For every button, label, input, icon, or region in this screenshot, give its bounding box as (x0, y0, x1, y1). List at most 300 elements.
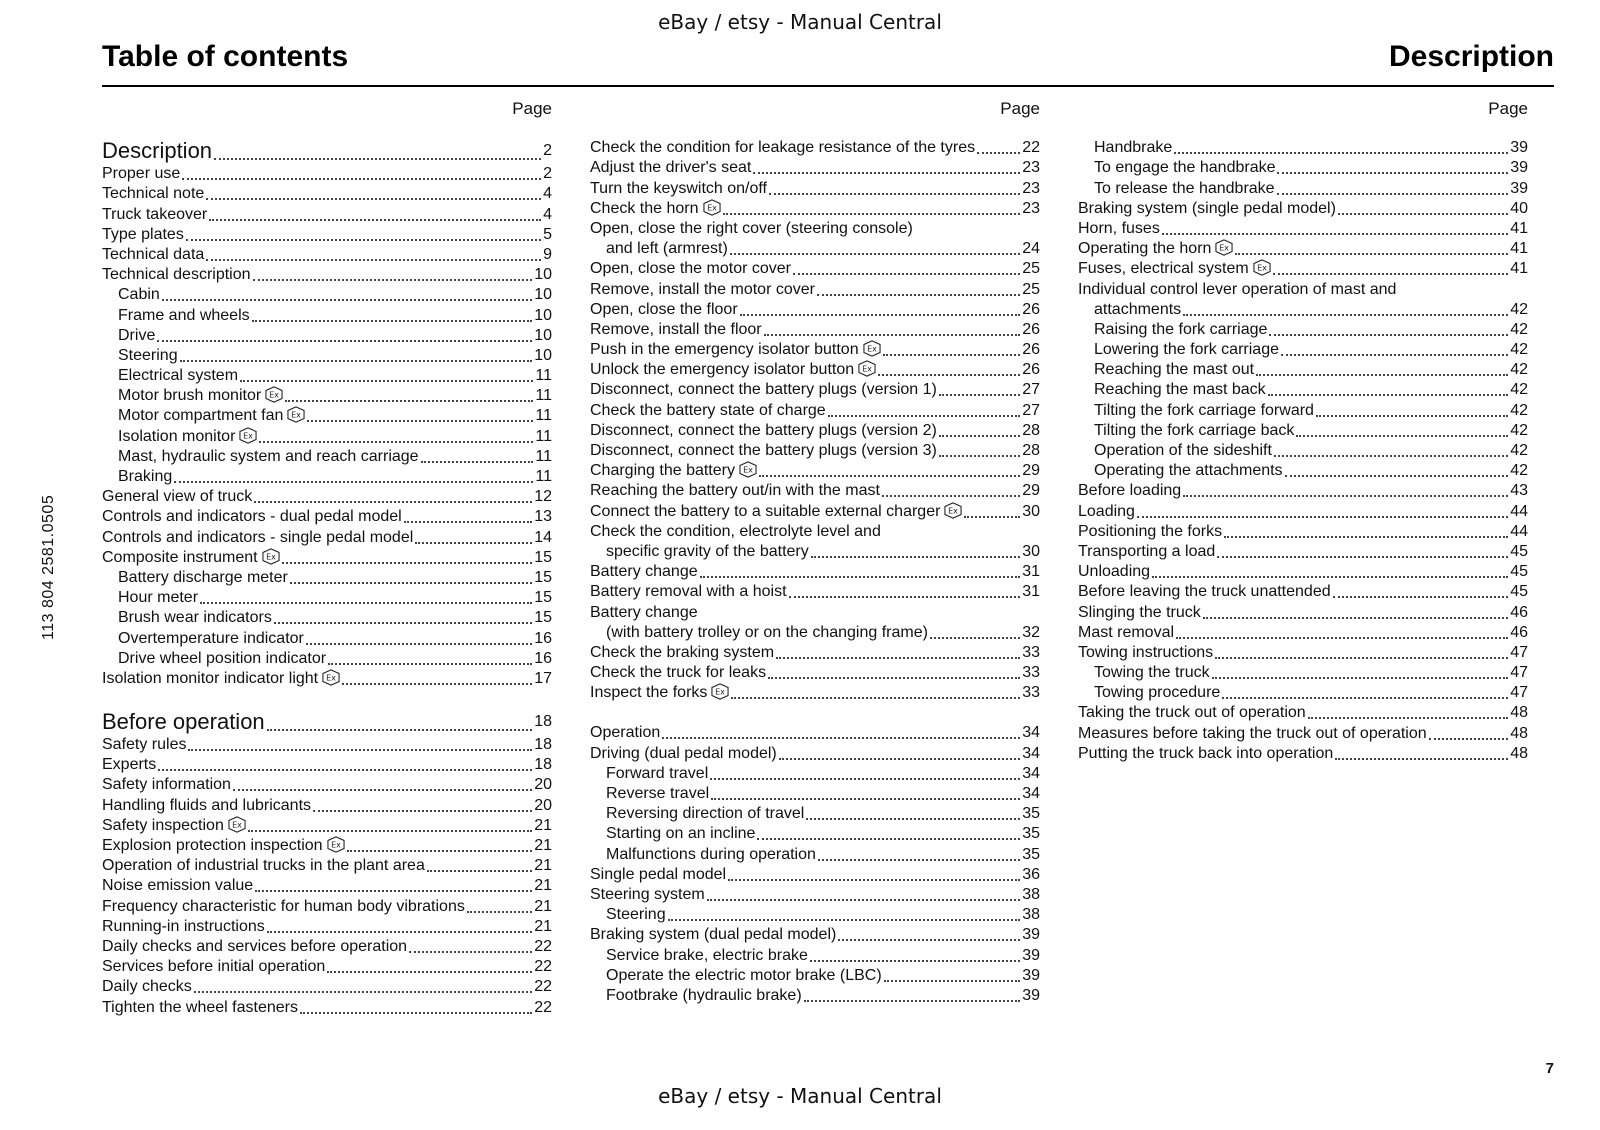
toc-entry-text: Before loading (1078, 482, 1182, 500)
toc-page-number: 10 (534, 266, 552, 284)
toc-entry-title (1078, 663, 1210, 683)
dot-leader (1338, 213, 1508, 215)
toc-entry (590, 764, 1040, 784)
toc-entry-text: Reaching the battery out/in with the mast (590, 482, 880, 500)
toc-entry (590, 481, 1040, 501)
toc-entry-text: (with battery trolley or on the changing frame) (606, 623, 928, 641)
toc-page-number: 29 (1022, 482, 1040, 500)
toc-entry-text: Service brake, electric brake (606, 946, 808, 964)
svg-text:Ex: Ex (326, 673, 337, 683)
toc-page-number: 11 (535, 367, 552, 385)
toc-entry-title (102, 326, 155, 346)
toc-entry-text: Reaching the mast back (1094, 381, 1266, 399)
toc-entry-text: General view of truck (102, 488, 253, 506)
toc-page-number: 30 (1022, 502, 1040, 520)
ex-explosion-protection-icon (863, 340, 881, 357)
dot-leader (939, 394, 1020, 396)
toc-entry-text: Reverse travel (606, 785, 710, 802)
toc-entry (102, 386, 552, 406)
toc-page-number: 42 (1510, 320, 1528, 338)
toc-entry-text: Motor brush monitor (118, 387, 262, 405)
toc-page-number: 42 (1510, 300, 1528, 318)
toc-entry-text: Drive (118, 326, 156, 344)
toc-entry-text: specific gravity of the battery (606, 542, 809, 560)
toc-page-number: 5 (543, 225, 552, 243)
toc-entry-title (1078, 320, 1267, 340)
dot-leader (964, 516, 1020, 518)
toc-list (102, 138, 552, 1018)
svg-text:Ex: Ex (862, 364, 873, 374)
toc-page-number: 25 (1022, 280, 1040, 298)
toc-entry-text: Controls and indicators - dual pedal model (102, 508, 402, 526)
toc-entry-title (1078, 179, 1275, 199)
toc-entry-text: Taking the truck out of operation (1078, 704, 1306, 722)
toc-entry-text: Daily checks (102, 978, 192, 996)
toc-entry-title (590, 320, 762, 340)
dot-leader (828, 415, 1021, 417)
toc-entry (1078, 219, 1528, 239)
dot-leader (1183, 314, 1508, 316)
toc-entry-title (1078, 441, 1272, 461)
dot-leader (882, 495, 1020, 497)
toc-page-number: 39 (1022, 926, 1040, 944)
toc-entry-text: Technical description (102, 266, 251, 284)
dot-leader (1308, 717, 1509, 719)
toc-entry-title (590, 179, 767, 199)
toc-entry-text: Services before initial operation (102, 958, 326, 976)
toc-entry-title (1078, 461, 1283, 481)
toc-page-number: 46 (1510, 623, 1528, 641)
toc-entry (1078, 643, 1528, 663)
dot-leader (347, 850, 533, 852)
toc-entry-title (102, 487, 252, 507)
toc-entry (590, 199, 1040, 219)
toc-page-number: 47 (1510, 664, 1528, 682)
page-column-header: Page (1000, 99, 1040, 118)
toc-entry (1078, 320, 1528, 340)
toc-entry-text: Running-in instructions (102, 917, 265, 935)
toc-page-number: 14 (534, 528, 552, 546)
toc-page-number: 35 (1022, 805, 1040, 823)
toc-entry (102, 876, 552, 896)
toc-entry-text: Open, close the motor cover (590, 260, 791, 278)
toc-page-number: 26 (1022, 320, 1040, 338)
toc-entry-title (590, 461, 757, 481)
toc-entry-text: Description (102, 138, 213, 163)
dot-leader (209, 219, 541, 221)
toc-entry (1078, 360, 1528, 380)
toc-page-number: 46 (1510, 603, 1528, 621)
toc-entry (102, 937, 552, 957)
toc-entry (1078, 582, 1528, 602)
toc-entry-text: Disconnect, connect the battery plugs (version 1) (590, 381, 937, 399)
toc-page-number: 18 (534, 712, 552, 730)
toc-entry-title (590, 380, 937, 400)
svg-text:Ex: Ex (265, 552, 276, 562)
toc-entry (590, 380, 1040, 400)
toc-entry (102, 346, 552, 366)
toc-entry (590, 320, 1040, 340)
toc-entry-title (590, 966, 882, 986)
toc-entry-title (1078, 603, 1201, 623)
toc-entry-title (102, 977, 192, 997)
toc-entry-text: Positioning the forks (1078, 522, 1223, 540)
toc-entry-text: Isolation monitor indicator light (102, 669, 319, 687)
toc-page-number: 39 (1510, 159, 1528, 177)
toc-page-number: 34 (1022, 724, 1040, 742)
toc-entry-text: Drive wheel position indicator (118, 649, 327, 667)
toc-entry-text: Slinging the truck (1078, 603, 1201, 621)
toc-page-number: 10 (534, 286, 552, 304)
toc-entry-title (1078, 703, 1306, 723)
ex-explosion-protection-icon (944, 502, 962, 519)
toc-entry-text: Steering (118, 346, 178, 364)
toc-page-number: 21 (534, 837, 552, 854)
dot-leader (793, 273, 1020, 275)
toc-entry (102, 507, 552, 527)
toc-entry-text: Technical note (102, 185, 205, 203)
toc-entry-text: Check the horn (590, 199, 699, 217)
toc-entry-text: Turn the keyswitch on/off (590, 179, 767, 197)
toc-page-number: 10 (534, 326, 552, 344)
dot-leader (707, 899, 1020, 901)
dot-leader (776, 657, 1020, 659)
toc-entry-title (590, 643, 774, 663)
dot-leader (1152, 576, 1508, 578)
toc-page-number: 47 (1510, 684, 1528, 702)
toc-entry-title (102, 856, 425, 876)
toc-entry (102, 265, 552, 285)
toc-entry-text: Transporting a load (1078, 542, 1216, 560)
toc-entry (102, 366, 552, 386)
toc-entry-text: Safety inspection (102, 816, 224, 834)
dot-leader (206, 198, 541, 200)
toc-entry-title (1078, 562, 1150, 582)
toc-entry-title (1078, 401, 1314, 421)
toc-entry (590, 259, 1040, 279)
toc-page-number: 18 (534, 756, 552, 774)
toc-section-heading (102, 709, 552, 735)
toc-entry-title (102, 427, 257, 447)
dot-leader (313, 810, 532, 812)
ex-explosion-protection-icon (739, 461, 757, 478)
toc-entry-text: To release the handbrake (1094, 179, 1275, 197)
toc-entry-title (102, 816, 246, 836)
dot-leader (174, 481, 533, 483)
toc-entry-text: Tighten the wheel fasteners (102, 998, 298, 1016)
toc-entry-text: Motor compartment fan (118, 407, 284, 425)
watermark-top: eBay / etsy - Manual Central (658, 10, 942, 34)
toc-entry-text: Safety information (102, 776, 231, 794)
toc-entry-text: Remove, install the floor (590, 320, 762, 338)
toc-list (590, 138, 1040, 1006)
dot-leader (1137, 516, 1508, 518)
ex-explosion-protection-icon (239, 427, 257, 444)
toc-entry-text: Driving (dual pedal model) (590, 744, 777, 762)
toc-entry (590, 501, 1040, 521)
toc-page-number: 48 (1510, 744, 1528, 762)
dot-leader (162, 299, 532, 301)
toc-entry-title (102, 205, 207, 225)
toc-page-number: 48 (1510, 704, 1528, 722)
toc-entry-text: Unloading (1078, 563, 1151, 581)
toc-entry-text: Charging the battery (590, 462, 735, 480)
svg-text:Ex: Ex (243, 431, 254, 441)
toc-entry (1078, 340, 1528, 360)
ex-explosion-protection-icon (262, 548, 280, 565)
watermark-bottom: eBay / etsy - Manual Central (658, 1084, 942, 1108)
toc-page-number: 15 (534, 609, 552, 627)
toc-entry-text: Battery discharge meter (118, 568, 288, 586)
toc-entry-title (590, 360, 876, 380)
toc-entry-title (590, 824, 755, 844)
toc-page-number: 25 (1022, 260, 1040, 278)
toc-entry-title (590, 946, 808, 966)
dot-leader (768, 677, 1020, 679)
toc-entry-title (590, 481, 880, 501)
toc-entry-text: Battery change (590, 603, 698, 621)
dot-leader (259, 441, 533, 443)
dot-leader (1224, 536, 1508, 538)
toc-entry-title (102, 245, 204, 265)
toc-page-number: 26 (1022, 341, 1040, 359)
toc-entry-title (1078, 744, 1333, 764)
toc-entry-title (102, 709, 265, 735)
toc-entry-text: Loading (1078, 502, 1135, 520)
toc-entry (590, 986, 1040, 1006)
toc-entry (102, 755, 552, 775)
document-code: 113 804 2581.0505 (40, 494, 57, 640)
toc-entry-text: Disconnect, connect the battery plugs (version 2) (590, 421, 937, 439)
toc-entry-text: Check the condition for leakage resistance of the tyres (590, 139, 976, 157)
svg-text:Ex: Ex (866, 344, 877, 354)
dot-leader (1215, 657, 1508, 659)
toc-page-number: 22 (534, 998, 552, 1016)
toc-page-number: 10 (534, 306, 552, 324)
toc-page-number: 17 (534, 669, 552, 687)
toc-entry-title (1078, 522, 1222, 542)
toc-entry (102, 568, 552, 588)
toc-page-number: 45 (1510, 542, 1528, 560)
toc-page-number: 23 (1022, 159, 1040, 177)
dot-leader (206, 259, 541, 261)
toc-entry (1078, 380, 1528, 400)
toc-entry (590, 360, 1040, 380)
toc-entry-text: Open, close the floor (590, 300, 738, 318)
toc-entry (1078, 623, 1528, 643)
toc-entry (590, 925, 1040, 945)
toc-entry-title (102, 306, 250, 326)
toc-entry-text: Reaching the mast out (1094, 361, 1255, 379)
toc-page-number: 41 (1510, 240, 1528, 258)
dot-leader (180, 360, 533, 362)
toc-page-number: 35 (1022, 845, 1040, 863)
dot-leader (307, 420, 533, 422)
toc-entry-title (1078, 502, 1135, 522)
toc-entry-text: Adjust the driver's seat (590, 159, 752, 177)
toc-entry-text: Connect the battery to a suitable external charger (590, 502, 941, 520)
dot-leader (1273, 273, 1508, 275)
toc-page-number: 45 (1510, 563, 1528, 581)
dot-leader (1296, 435, 1508, 437)
toc-entry-text: Noise emission value (102, 877, 254, 895)
toc-entry (590, 623, 1040, 643)
dot-leader (1316, 415, 1508, 417)
toc-entry (102, 795, 552, 815)
toc-entry (590, 219, 1040, 239)
dot-leader (730, 253, 1020, 255)
toc-entry-title (102, 285, 160, 305)
toc-entry-title (102, 917, 265, 937)
toc-entry-text: Towing procedure (1094, 684, 1221, 702)
toc-entry-text: Individual control lever operation of mast and (1078, 280, 1397, 298)
toc-entry-title (590, 441, 937, 461)
dot-leader (240, 380, 533, 382)
dot-leader (327, 971, 532, 973)
toc-page-number: 33 (1022, 643, 1040, 661)
toc-entry-title (1078, 199, 1336, 219)
toc-page-number: 22 (534, 937, 552, 955)
toc-entry-text: and left (armrest) (606, 240, 728, 258)
svg-text:Ex: Ex (715, 687, 726, 697)
toc-entry-text: Check the truck for leaks (590, 664, 767, 682)
svg-text:Ex: Ex (1219, 243, 1230, 253)
toc-page-number: 24 (1022, 240, 1040, 258)
dot-leader (700, 576, 1021, 578)
toc-entry-title (590, 885, 705, 905)
toc-page-number: 33 (1022, 684, 1040, 702)
toc-entry (1078, 602, 1528, 622)
toc-page-number: 39 (1022, 946, 1040, 964)
ex-explosion-protection-icon (322, 669, 340, 686)
dot-leader (1217, 556, 1508, 558)
toc-page-number: 21 (534, 917, 552, 935)
toc-page-number: 26 (1022, 300, 1040, 318)
ex-explosion-protection-icon (265, 386, 283, 403)
toc-page-number: 29 (1022, 462, 1040, 480)
toc-entry-title (590, 764, 708, 784)
toc-entry-title (102, 184, 204, 204)
toc-entry-title (590, 401, 826, 421)
toc-page-number: 41 (1510, 260, 1528, 278)
toc-entry-text: Check the condition, electrolyte level and (590, 522, 881, 540)
toc-entry-title (102, 447, 419, 467)
toc-entry-title (590, 925, 836, 945)
toc-entry (1078, 522, 1528, 542)
svg-text:Ex: Ex (706, 203, 717, 213)
toc-page-number: 21 (534, 816, 552, 834)
dot-leader (939, 455, 1020, 457)
toc-page-number: 13 (534, 508, 552, 526)
toc-page-number: 4 (543, 185, 552, 203)
toc-entry-text: Starting on an incline (606, 825, 756, 843)
toc-entry-text: Braking (118, 468, 173, 485)
toc-entry-title (102, 608, 272, 628)
toc-entry (1078, 663, 1528, 683)
toc-entry-text: Towing the truck (1094, 664, 1210, 682)
toc-entry (590, 441, 1040, 461)
dot-leader (1212, 677, 1509, 679)
toc-entry (1078, 441, 1528, 461)
toc-entry-text: Operation (590, 724, 661, 742)
toc-entry (590, 865, 1040, 885)
toc-entry (102, 977, 552, 997)
toc-entry-text: Hour meter (118, 589, 199, 607)
toc-entry-title (590, 158, 751, 178)
toc-entry-title (102, 366, 238, 386)
toc-entry-text: Horn, fuses (1078, 219, 1160, 237)
toc-entry-title (102, 629, 304, 649)
toc-entry-text: Raising the fork carriage (1094, 320, 1268, 338)
toc-entry-title (590, 542, 809, 562)
dot-leader (1256, 374, 1508, 376)
toc-page-number: 42 (1510, 381, 1528, 399)
dot-leader (789, 596, 1021, 598)
toc-page-number: 11 (535, 447, 552, 465)
toc-entry-text: Operation of the sideshift (1094, 442, 1272, 459)
toc-entry-text: Battery removal with a hoist (590, 583, 787, 601)
toc-page-number: 39 (1510, 139, 1528, 157)
toc-entry (102, 669, 552, 689)
toc-entry (590, 743, 1040, 763)
dot-leader (804, 1000, 1021, 1002)
toc-entry-text: Isolation monitor (118, 427, 236, 445)
dot-leader (710, 778, 1020, 780)
toc-page-number: 27 (1022, 401, 1040, 419)
toc-entry-text: Battery change (590, 563, 698, 581)
dot-leader (182, 178, 541, 180)
toc-entry-title (590, 845, 816, 865)
toc-entry-text: Disconnect, connect the battery plugs (version 3) (590, 442, 937, 459)
dot-leader (731, 697, 1020, 699)
toc-entry-text: Proper use (102, 165, 181, 183)
toc-entry (102, 204, 552, 224)
toc-entry-title (590, 340, 881, 360)
header-rule (102, 85, 1554, 87)
toc-page-number: 21 (534, 897, 552, 915)
toc-page-number: 35 (1022, 825, 1040, 843)
dot-leader (728, 879, 1020, 881)
dot-leader (779, 758, 1020, 760)
toc-entry-text: Towing instructions (1078, 643, 1214, 661)
toc-entry (102, 588, 552, 608)
toc-page-number: 10 (534, 346, 552, 364)
dot-leader (1429, 738, 1509, 740)
toc-entry (102, 735, 552, 755)
toc-entry-title (590, 865, 726, 885)
dot-leader (769, 193, 1020, 195)
toc-page-number: 38 (1022, 906, 1040, 924)
dot-leader (282, 562, 533, 564)
toc-entry (102, 285, 552, 305)
toc-entry (590, 885, 1040, 905)
toc-entry (102, 548, 552, 568)
toc-entry (590, 945, 1040, 965)
dot-leader (883, 354, 1021, 356)
toc-entry (1078, 744, 1528, 764)
toc-entry (1078, 723, 1528, 743)
toc-entry (102, 896, 552, 916)
svg-text:Ex: Ex (1256, 263, 1267, 273)
toc-entry-text: attachments (1094, 300, 1182, 318)
page-number: 7 (1545, 1060, 1554, 1077)
dot-leader (415, 542, 532, 544)
toc-entry-text: Putting the truck back into operation (1078, 744, 1334, 762)
toc-entry (102, 649, 552, 669)
dot-leader (306, 643, 532, 645)
dot-leader (1269, 334, 1508, 336)
toc-entry-title (102, 138, 212, 164)
